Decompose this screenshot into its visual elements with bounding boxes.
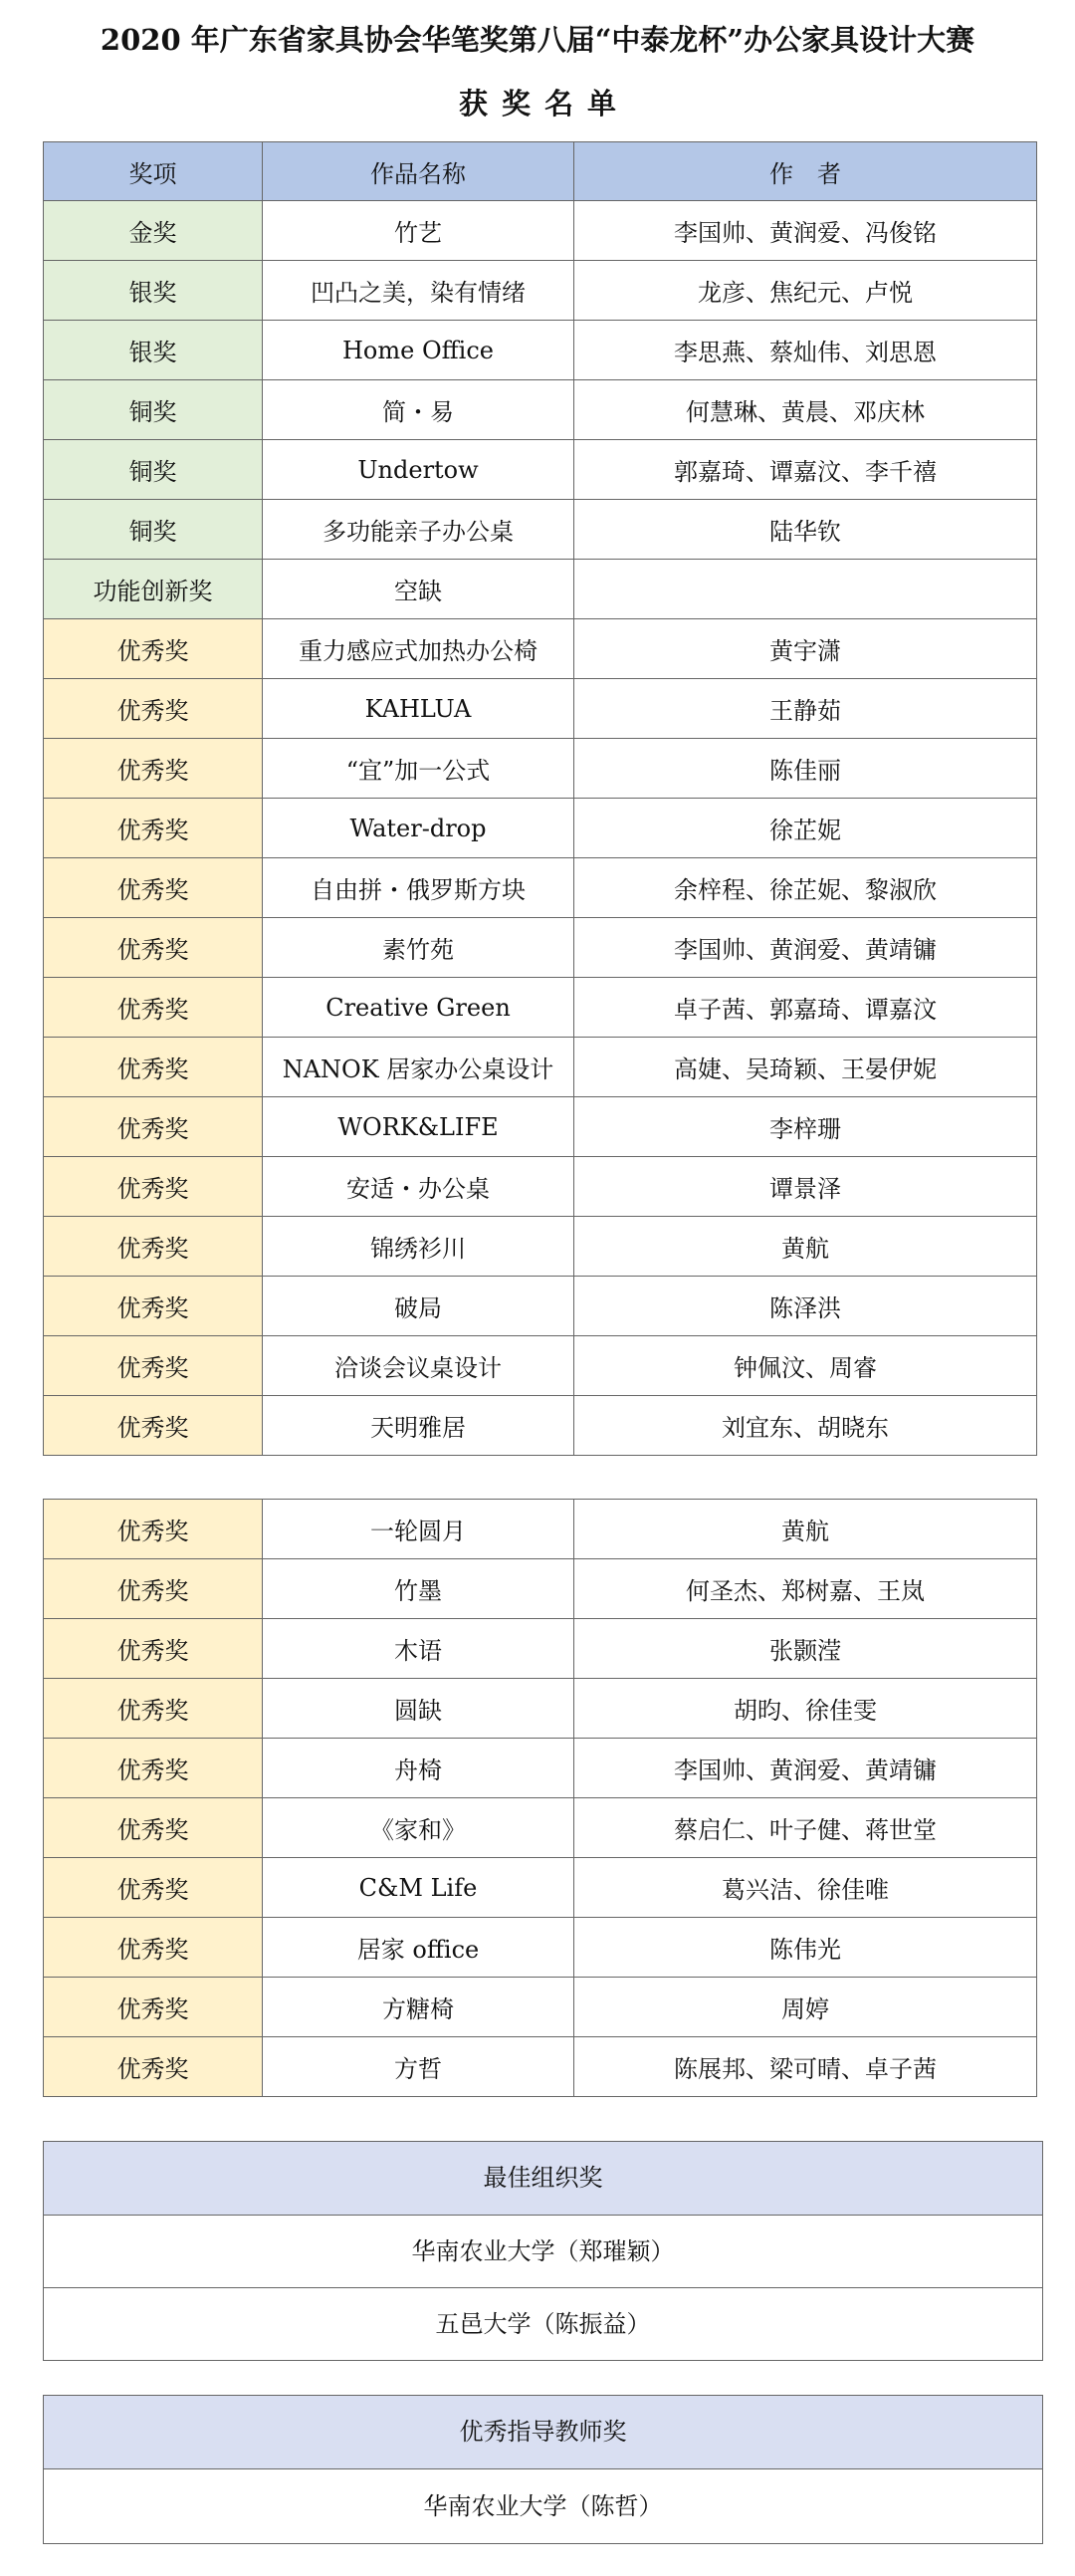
award-level-cell: 金奖 bbox=[44, 201, 263, 261]
award-level-cell: 优秀奖 bbox=[44, 1619, 263, 1679]
table-row bbox=[44, 1798, 1037, 1858]
best-teacher-award bbox=[43, 2395, 1043, 2544]
author-cell: 陈佳丽 bbox=[574, 739, 1037, 799]
table-row bbox=[44, 1336, 1037, 1396]
table-row bbox=[44, 2037, 1037, 2097]
author-cell: 龙彦、焦纪元、卢悦 bbox=[574, 261, 1037, 321]
table-row bbox=[44, 1858, 1037, 1918]
author-cell bbox=[574, 560, 1037, 619]
award-level-cell: 优秀奖 bbox=[44, 1798, 263, 1858]
table-row bbox=[44, 1157, 1037, 1217]
work-name-cell: 方糖椅 bbox=[263, 1978, 574, 2037]
work-name-cell: 《家和》 bbox=[263, 1798, 574, 1858]
author-cell: 葛兴洁、徐佳唯 bbox=[574, 1858, 1037, 1918]
author-cell: 郭嘉琦、谭嘉汶、李千禧 bbox=[574, 440, 1037, 500]
table-row bbox=[44, 1619, 1037, 1679]
table-row bbox=[44, 978, 1037, 1038]
author-cell: 蔡启仁、叶子健、蒋世堂 bbox=[574, 1798, 1037, 1858]
work-name-cell: 竹艺 bbox=[263, 201, 574, 261]
work-name-cell: 洽谈会议桌设计 bbox=[263, 1336, 574, 1396]
award-level-cell: 优秀奖 bbox=[44, 858, 263, 918]
author-cell: 钟佩汶、周睿 bbox=[574, 1336, 1037, 1396]
author-cell: 谭景泽 bbox=[574, 1157, 1037, 1217]
author-cell: 黄航 bbox=[574, 1217, 1037, 1277]
work-name-cell: 简・易 bbox=[263, 380, 574, 440]
best-organization-award bbox=[43, 2141, 1043, 2361]
work-name-cell: C&M Life bbox=[263, 1858, 574, 1918]
work-name-cell: 天明雅居 bbox=[263, 1396, 574, 1456]
award-level-cell: 优秀奖 bbox=[44, 978, 263, 1038]
award-level-cell: 优秀奖 bbox=[44, 1157, 263, 1217]
best-organization-item: 五邑大学（陈振益） bbox=[435, 2310, 651, 2338]
author-cell: 卓子茜、郭嘉琦、谭嘉汶 bbox=[574, 978, 1037, 1038]
author-cell: 张颢滢 bbox=[574, 1619, 1037, 1679]
work-name-cell: 安适・办公桌 bbox=[263, 1157, 574, 1217]
award-level-cell: 优秀奖 bbox=[44, 1396, 263, 1456]
awards-table-main-body bbox=[44, 201, 1037, 1456]
table-row bbox=[44, 679, 1037, 739]
table-row bbox=[44, 1038, 1037, 1097]
table-row bbox=[44, 500, 1037, 560]
table-row bbox=[44, 201, 1037, 261]
author-cell: 黄宇潇 bbox=[574, 619, 1037, 679]
award-level-cell: 优秀奖 bbox=[44, 1277, 263, 1336]
work-name-cell: Undertow bbox=[263, 440, 574, 500]
table-row bbox=[44, 261, 1037, 321]
award-level-cell: 铜奖 bbox=[44, 440, 263, 500]
author-cell: 陈泽洪 bbox=[574, 1277, 1037, 1336]
author-cell: 周婷 bbox=[574, 1978, 1037, 2037]
award-level-cell: 优秀奖 bbox=[44, 1336, 263, 1396]
award-level-cell: 优秀奖 bbox=[44, 739, 263, 799]
table-row bbox=[44, 619, 1037, 679]
table-row bbox=[44, 918, 1037, 978]
work-name-cell: 居家 office bbox=[263, 1918, 574, 1978]
table-row bbox=[44, 1097, 1037, 1157]
table-row bbox=[44, 440, 1037, 500]
award-level-cell: 银奖 bbox=[44, 261, 263, 321]
work-name-cell: Creative Green bbox=[263, 978, 574, 1038]
work-name-cell: “宜”加一公式 bbox=[263, 739, 574, 799]
award-level-cell: 优秀奖 bbox=[44, 1679, 263, 1739]
header-level: 奖项 bbox=[44, 142, 263, 201]
author-cell: 李国帅、黄润爱、黄靖镛 bbox=[574, 1739, 1037, 1798]
table-row bbox=[44, 799, 1037, 858]
work-name-cell: 木语 bbox=[263, 1619, 574, 1679]
table-row bbox=[44, 1679, 1037, 1739]
table-row bbox=[44, 1559, 1037, 1619]
award-level-cell: 优秀奖 bbox=[44, 1858, 263, 1918]
award-level-cell: 铜奖 bbox=[44, 500, 263, 560]
author-cell: 黄航 bbox=[574, 1500, 1037, 1559]
table-row bbox=[44, 321, 1037, 380]
page-subtitle: 获奖名单 bbox=[458, 87, 630, 120]
work-name-cell: 一轮圆月 bbox=[263, 1500, 574, 1559]
table-row bbox=[44, 1978, 1037, 2037]
awards-table-continued-body bbox=[44, 1500, 1037, 2097]
author-cell: 李思燕、蔡灿伟、刘思恩 bbox=[574, 321, 1037, 380]
header-work: 作品名称 bbox=[263, 142, 574, 201]
awards-table-continued bbox=[43, 1499, 1037, 2097]
table-row bbox=[44, 1500, 1037, 1559]
work-name-cell: 素竹苑 bbox=[263, 918, 574, 978]
table-row bbox=[44, 560, 1037, 619]
author-cell: 李梓珊 bbox=[574, 1097, 1037, 1157]
author-cell: 何圣杰、郑树嘉、王岚 bbox=[574, 1559, 1037, 1619]
author-cell: 王静茹 bbox=[574, 679, 1037, 739]
award-level-cell: 优秀奖 bbox=[44, 1038, 263, 1097]
award-level-cell: 功能创新奖 bbox=[44, 560, 263, 619]
table-row bbox=[44, 1277, 1037, 1336]
best-organization-item: 华南农业大学（郑璀颖） bbox=[44, 2216, 1042, 2288]
author-cell: 李国帅、黄润爱、冯俊铭 bbox=[574, 201, 1037, 261]
work-name-cell: 锦绣衫川 bbox=[263, 1217, 574, 1277]
author-cell: 陈伟光 bbox=[574, 1918, 1037, 1978]
award-level-cell: 铜奖 bbox=[44, 380, 263, 440]
work-name-cell: WORK&LIFE bbox=[263, 1097, 574, 1157]
work-name-cell: 方哲 bbox=[263, 2037, 574, 2097]
work-name-cell: 重力感应式加热办公椅 bbox=[263, 619, 574, 679]
award-level-cell: 优秀奖 bbox=[44, 1559, 263, 1619]
work-name-cell: 舟椅 bbox=[263, 1739, 574, 1798]
best-organization-title: 最佳组织奖 bbox=[44, 2142, 1042, 2216]
table-row bbox=[44, 1739, 1037, 1798]
award-level-cell: 优秀奖 bbox=[44, 918, 263, 978]
award-level-cell: 优秀奖 bbox=[44, 1097, 263, 1157]
work-name-cell: 多功能亲子办公桌 bbox=[263, 500, 574, 560]
award-level-cell: 优秀奖 bbox=[44, 1918, 263, 1978]
award-level-cell: 优秀奖 bbox=[44, 1500, 263, 1559]
table-row bbox=[44, 858, 1037, 918]
author-cell: 刘宜东、胡晓东 bbox=[574, 1396, 1037, 1456]
work-name-cell: Home Office bbox=[263, 321, 574, 380]
work-name-cell: NANOK 居家办公桌设计 bbox=[263, 1038, 574, 1097]
work-name-cell: Water-drop bbox=[263, 799, 574, 858]
author-cell: 李国帅、黄润爱、黄靖镛 bbox=[574, 918, 1037, 978]
award-level-cell: 优秀奖 bbox=[44, 619, 263, 679]
awards-table-main bbox=[43, 141, 1037, 1456]
work-name-cell: 竹墨 bbox=[263, 1559, 574, 1619]
page-title: 2020 年广东省家具协会华笔奖第八届“中泰龙杯”办公家具设计大赛 bbox=[100, 23, 975, 57]
work-name-cell: 破局 bbox=[263, 1277, 574, 1336]
award-level-cell: 银奖 bbox=[44, 321, 263, 380]
work-name-cell: 空缺 bbox=[263, 560, 574, 619]
best-teacher-item: 华南农业大学（陈哲） bbox=[423, 2492, 663, 2520]
award-level-cell: 优秀奖 bbox=[44, 2037, 263, 2097]
author-cell: 陈展邦、梁可晴、卓子茜 bbox=[574, 2037, 1037, 2097]
award-level-cell: 优秀奖 bbox=[44, 1739, 263, 1798]
author-cell: 余梓程、徐芷妮、黎淑欣 bbox=[574, 858, 1037, 918]
author-cell: 徐芷妮 bbox=[574, 799, 1037, 858]
author-cell: 何慧琳、黄晨、邓庆林 bbox=[574, 380, 1037, 440]
table-row bbox=[44, 1396, 1037, 1456]
table-row bbox=[44, 739, 1037, 799]
work-name-cell: KAHLUA bbox=[263, 679, 574, 739]
author-cell: 陆华钦 bbox=[574, 500, 1037, 560]
table-row bbox=[44, 1918, 1037, 1978]
award-level-cell: 优秀奖 bbox=[44, 1978, 263, 2037]
author-cell: 高婕、吴琦颖、王晏伊妮 bbox=[574, 1038, 1037, 1097]
header-author: 作 者 bbox=[574, 142, 1037, 201]
best-teacher-title: 优秀指导教师奖 bbox=[44, 2396, 1042, 2469]
work-name-cell: 圆缺 bbox=[263, 1679, 574, 1739]
award-level-cell: 优秀奖 bbox=[44, 799, 263, 858]
award-level-cell: 优秀奖 bbox=[44, 1217, 263, 1277]
table-row bbox=[44, 380, 1037, 440]
work-name-cell: 凹凸之美，染有情绪 bbox=[263, 261, 574, 321]
work-name-cell: 自由拼・俄罗斯方块 bbox=[263, 858, 574, 918]
award-level-cell: 优秀奖 bbox=[44, 679, 263, 739]
table-header-row bbox=[44, 142, 1037, 201]
table-row bbox=[44, 1217, 1037, 1277]
author-cell: 胡昀、徐佳雯 bbox=[574, 1679, 1037, 1739]
